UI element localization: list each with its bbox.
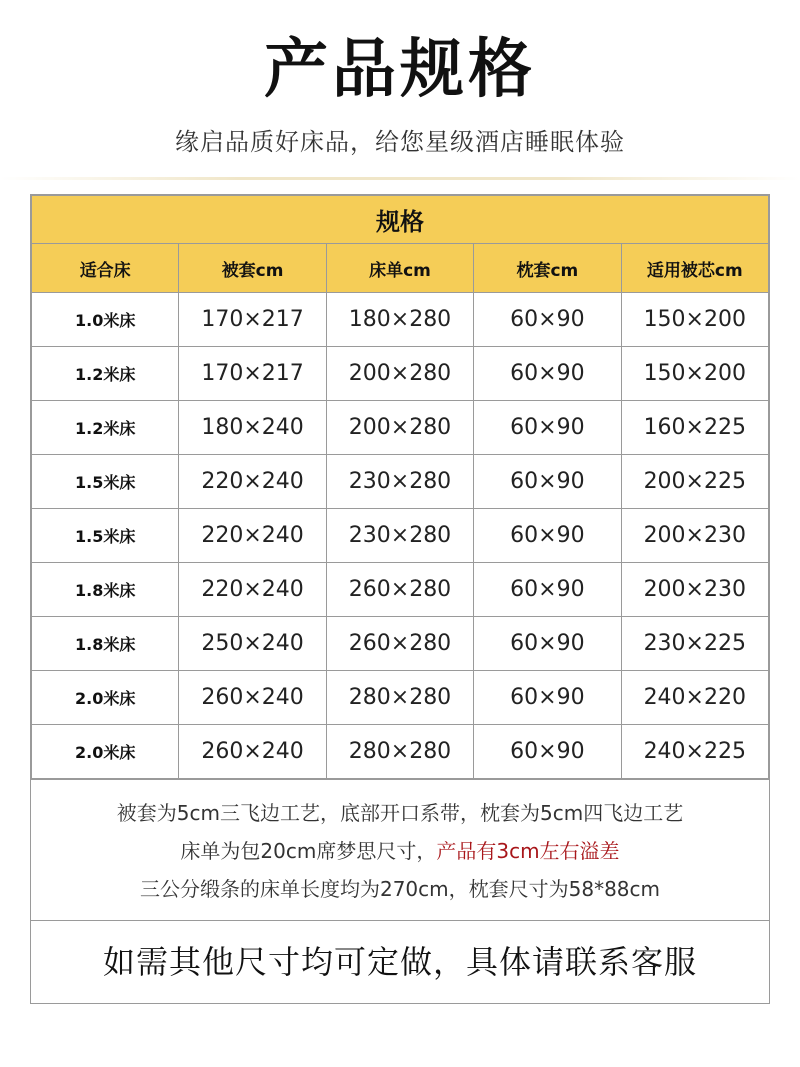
cell-quilt: 200×225 <box>621 455 768 509</box>
table-row <box>32 347 769 401</box>
table-body <box>32 293 769 779</box>
table-row <box>32 671 769 725</box>
cell-pillowcase: 60×90 <box>474 617 621 671</box>
table-row <box>32 563 769 617</box>
cell-duvet-cover: 220×240 <box>179 563 326 617</box>
cell-quilt: 200×230 <box>621 563 768 617</box>
cell-duvet-cover: 180×240 <box>179 401 326 455</box>
note-line-1: 被套为5cm三飞边工艺，底部开口系带，枕套为5cm四飞边工艺 <box>116 801 684 825</box>
table-title-row <box>32 196 769 244</box>
cell-bed: 1.2米床 <box>32 401 179 455</box>
spec-table-card <box>30 194 770 1004</box>
cell-bed: 1.8米床 <box>32 617 179 671</box>
column-header-bed: 适合床 <box>32 244 179 293</box>
cell-quilt: 240×225 <box>621 725 768 779</box>
cell-pillowcase: 60×90 <box>474 401 621 455</box>
cell-bed: 2.0米床 <box>32 671 179 725</box>
spec-table <box>31 195 769 779</box>
column-header-pillowcase: 枕套cm <box>474 244 621 293</box>
custom-size-notice: 如需其他尺寸均可定做，具体请联系客服 <box>31 920 769 1003</box>
note-line-2 <box>31 832 769 870</box>
table-row <box>32 725 769 779</box>
cell-sheet: 200×280 <box>326 347 473 401</box>
cell-duvet-cover: 260×240 <box>179 725 326 779</box>
cell-pillowcase: 60×90 <box>474 725 621 779</box>
cell-pillowcase: 60×90 <box>474 347 621 401</box>
cell-pillowcase: 60×90 <box>474 293 621 347</box>
table-row <box>32 509 769 563</box>
cell-sheet: 280×280 <box>326 725 473 779</box>
cell-pillowcase: 60×90 <box>474 563 621 617</box>
cell-sheet: 260×280 <box>326 617 473 671</box>
page-title: 产品规格 <box>264 32 536 107</box>
cell-bed: 1.0米床 <box>32 293 179 347</box>
cell-quilt: 230×225 <box>621 617 768 671</box>
table-header-row <box>32 244 769 293</box>
cell-duvet-cover: 220×240 <box>179 509 326 563</box>
cell-duvet-cover: 170×217 <box>179 347 326 401</box>
cell-sheet: 180×280 <box>326 293 473 347</box>
column-header-sheet: 床单cm <box>326 244 473 293</box>
header-divider <box>0 177 800 180</box>
table-row <box>32 401 769 455</box>
page-header <box>0 0 800 180</box>
cell-duvet-cover: 250×240 <box>179 617 326 671</box>
cell-quilt: 150×200 <box>621 347 768 401</box>
cell-quilt: 150×200 <box>621 293 768 347</box>
cell-sheet: 230×280 <box>326 509 473 563</box>
cell-bed: 1.5米床 <box>32 455 179 509</box>
note-line-2-highlight: 产品有3cm左右溢差 <box>436 839 620 863</box>
cell-sheet: 200×280 <box>326 401 473 455</box>
cell-sheet: 260×280 <box>326 563 473 617</box>
cell-pillowcase: 60×90 <box>474 509 621 563</box>
cell-quilt: 200×230 <box>621 509 768 563</box>
cell-bed: 1.2米床 <box>32 347 179 401</box>
cell-quilt: 240×220 <box>621 671 768 725</box>
page-subtitle: 缘启品质好床品，给您星级酒店睡眠体验 <box>175 128 625 156</box>
column-header-duvet-cover: 被套cm <box>179 244 326 293</box>
table-row <box>32 455 769 509</box>
cell-pillowcase: 60×90 <box>474 671 621 725</box>
note-line-2-text: 床单为包20cm席梦思尺寸， <box>180 839 437 863</box>
note-line-3: 三公分缎条的床单长度均为270cm，枕套尺寸为58*88cm <box>139 877 661 901</box>
cell-bed: 1.5米床 <box>32 509 179 563</box>
cell-sheet: 280×280 <box>326 671 473 725</box>
cell-duvet-cover: 170×217 <box>179 293 326 347</box>
column-header-quilt: 适用被芯cm <box>621 244 768 293</box>
table-row <box>32 617 769 671</box>
cell-bed: 1.8米床 <box>32 563 179 617</box>
cell-quilt: 160×225 <box>621 401 768 455</box>
cell-sheet: 230×280 <box>326 455 473 509</box>
cell-duvet-cover: 220×240 <box>179 455 326 509</box>
notes-section <box>31 779 769 920</box>
cell-bed: 2.0米床 <box>32 725 179 779</box>
table-row <box>32 293 769 347</box>
cell-duvet-cover: 260×240 <box>179 671 326 725</box>
cell-pillowcase: 60×90 <box>474 455 621 509</box>
table-title: 规格 <box>32 196 769 244</box>
